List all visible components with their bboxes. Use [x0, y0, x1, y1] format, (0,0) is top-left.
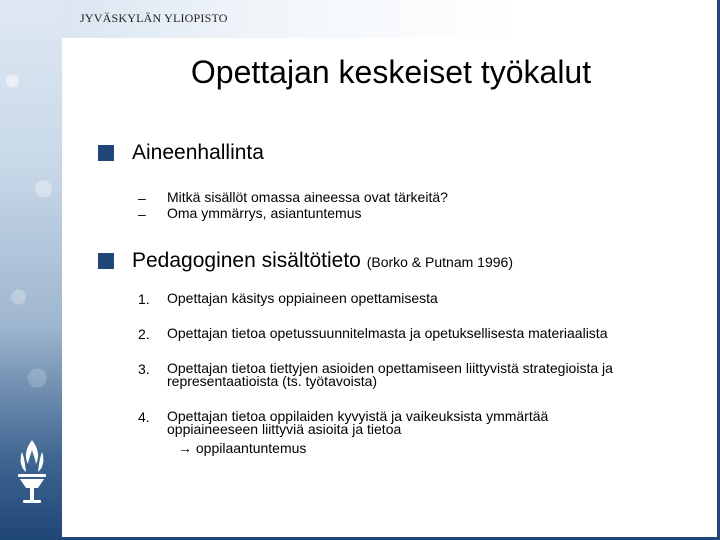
list-item-continuation: representaatioista (ts. työtavoista): [167, 373, 378, 389]
conclusion-line: [178, 440, 306, 456]
list-number: 2.: [138, 326, 150, 342]
reference-citation: (Borko & Putnam 1996): [366, 254, 513, 270]
dash-marker: –: [138, 190, 146, 206]
list-number: 4.: [138, 409, 150, 425]
sub-item: Mitkä sisällöt omassa aineessa ovat tärkeitä?: [167, 189, 448, 205]
list-item-continuation: oppiaineeseen liittyviä asioita ja tietoa: [167, 421, 402, 437]
arrow-right-icon: →: [178, 440, 192, 456]
list-item: Opettajan tietoa oppilaiden kyvyistä ja vaikeuksista ymmärtää: [167, 408, 549, 424]
bullet-square-icon: [98, 145, 114, 161]
bullet-square-icon: [98, 253, 114, 269]
list-number: 1.: [138, 291, 150, 307]
conclusion-text: oppilaantuntemus: [195, 440, 307, 456]
university-name: JYVÄSKYLÄN YLIOPISTO: [80, 11, 228, 25]
section-heading-pedagoginen: [132, 249, 513, 273]
dash-marker: –: [138, 206, 146, 222]
slide-title: Opettajan keskeiset työkalut: [190, 54, 592, 90]
section-heading-text: Pedagoginen sisältötieto: [132, 249, 361, 272]
section-heading-aineenhallinta: Aineenhallinta: [132, 141, 264, 164]
sub-item: Oma ymmärrys, asiantuntemus: [167, 205, 362, 221]
list-item: Opettajan käsitys oppiaineen opettamisesta: [167, 290, 438, 306]
list-item: Opettajan tietoa opetussuunnitelmasta ja opetuksellisesta materiaalista: [167, 325, 608, 341]
university-logo-icon: [12, 438, 52, 508]
list-number: 3.: [138, 361, 150, 377]
list-item: Opettajan tietoa tiettyjen asioiden opettamiseen liittyvistä strategioista ja: [167, 360, 613, 376]
